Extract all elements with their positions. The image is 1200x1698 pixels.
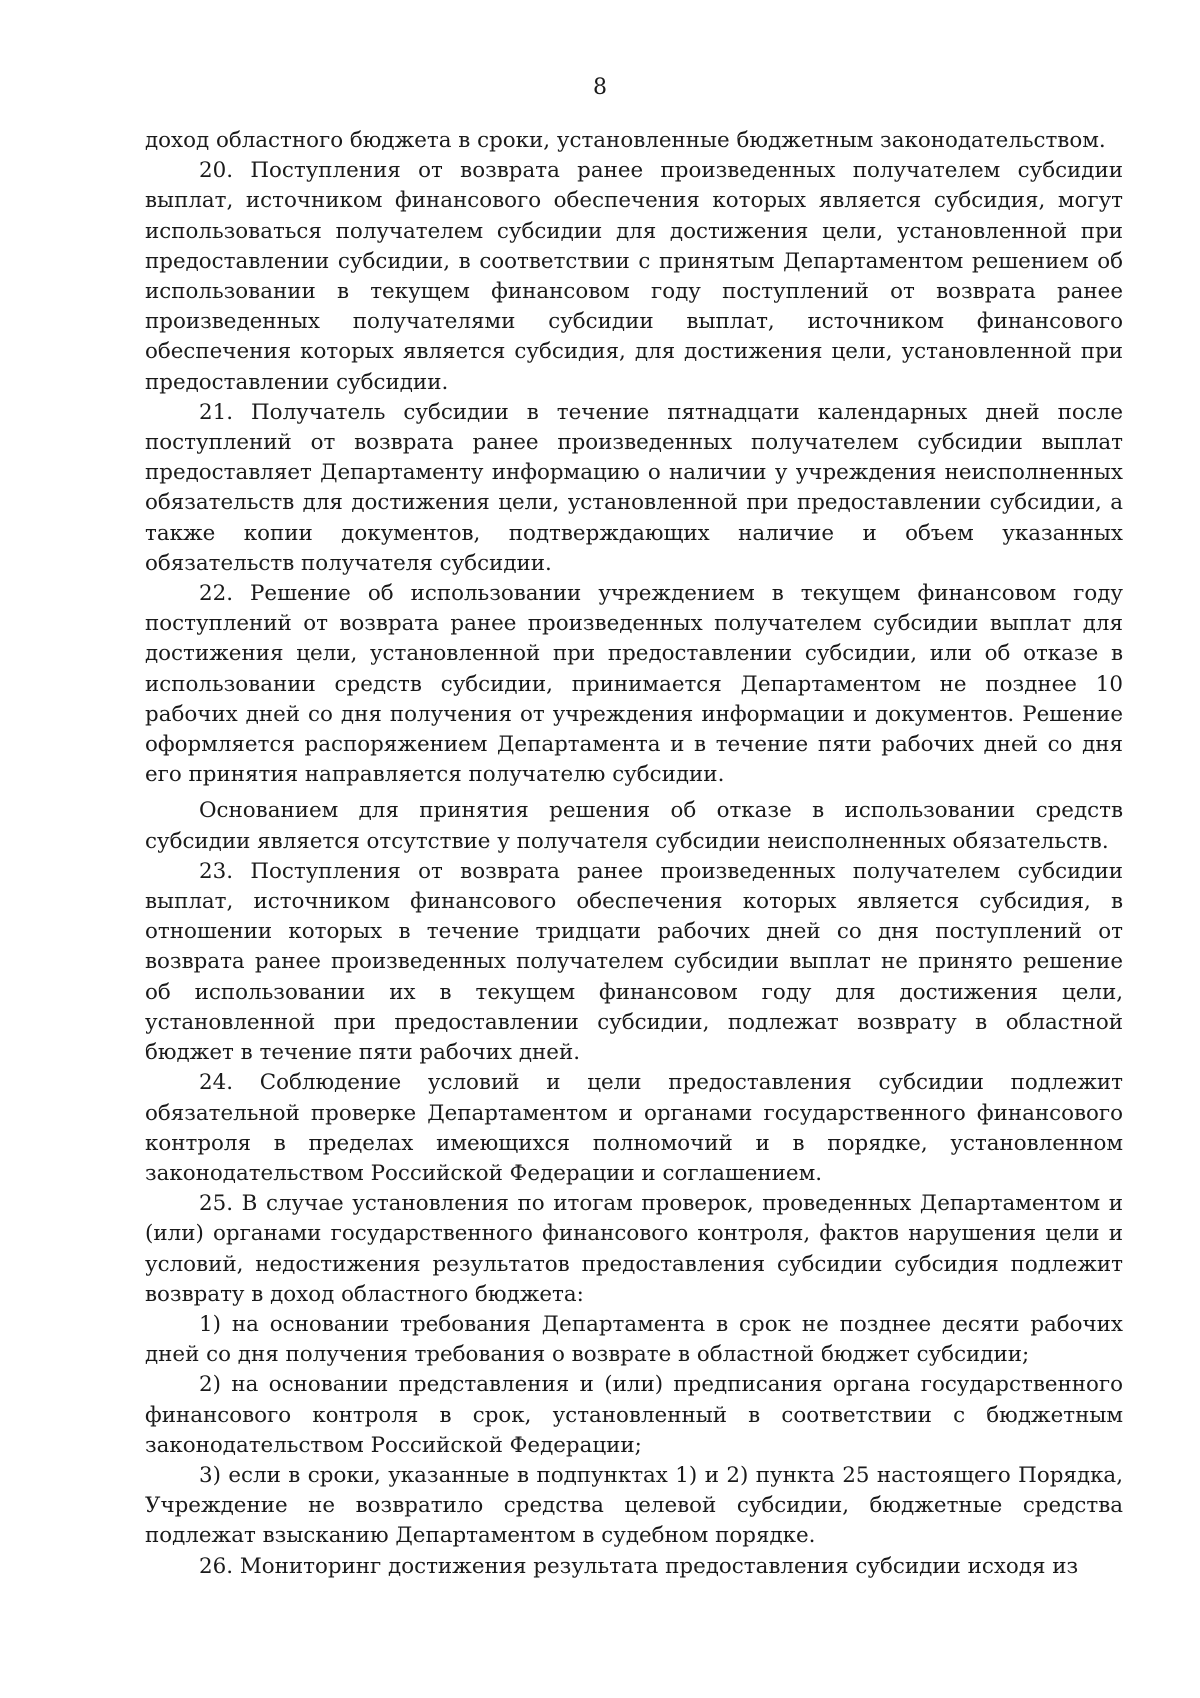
paragraph-22-grounds: Основанием для принятия решения об отказе в использовании средств субсидии является отсутствие у получателя субсидии неисполненных обязательств.: [145, 798, 1123, 854]
paragraph-continuation: доход областного бюджета в сроки, установленные бюджетным законодательством.: [145, 128, 1106, 153]
paragraph-25-item-3: 3) если в сроки, указанные в подпунктах 1) и 2) пункта 25 настоящего Порядка, Учреждение не возвратило средства целевой субсидии, бюджетные средства подлежат взысканию Департаментом в судебном порядке.: [145, 1462, 1123, 1549]
page-number: 8: [593, 75, 607, 100]
paragraph-26: 26. Мониторинг достижения результата предоставления субсидии исходя из: [199, 1553, 1079, 1579]
paragraph-23: 23. Поступления от возврата ранее произведенных получателем субсидии выплат, источником финансового обеспечения которых является субсидия, в отношении которых в течение тридцати рабочих дней со дня поступлений от возврата ранее произведенных получателем субсидии выплат не принято решение об использовании их в текущем финансовом году для достижения цели, установленной при предоставлении субсидии, подлежат возврату в областной бюджет в течение пяти рабочих дней.: [145, 858, 1123, 1066]
paragraph-25: 25. В случае установления по итогам проверок, проведенных Департаментом и (или) органами государственного финансового контроля, фактов нарушения цели и условий, недостижения результатов предоставления субсидии субсидия подлежит возврату в доход областного бюджета:: [145, 1191, 1123, 1307]
paragraph-24: 24. Соблюдение условий и цели предоставления субсидии подлежит обязательной проверке Департаментом и органами государственного финансового контроля в пределах имеющихся полномочий и в порядке, установленном законодательством Российской Федерации и соглашением.: [145, 1070, 1123, 1186]
paragraph-20: 20. Поступления от возврата ранее произведенных получателем субсидии выплат, источником финансового обеспечения которых является субсидия, могут использоваться получателем субсидии для достижения цели, установленной при предоставлении субсидии, в соответствии с принятым Департаментом решением об использовании в текущем финансовом году поступлений от возврата ранее произведенных получателями субсидии выплат, источником финансового обеспечения которых является субсидия, для достижения цели, установленной при предоставлении субсидии.: [145, 158, 1123, 395]
paragraph-21: 21. Получатель субсидии в течение пятнадцати календарных дней после поступлений от возврата ранее произведенных получателем субсидии выплат предоставляет Департаменту информацию о наличии у учреждения неисполненных обязательств для достижения цели, установленной при предоставлении субсидии, а также копии документов, подтверждающих наличие и объем указанных обязательств получателя субсидии.: [145, 399, 1123, 576]
paragraph-25-item-1: 1) на основании требования Департамента в срок не позднее десяти рабочих дней со дня получения требования о возврате в областной бюджет субсидии;: [145, 1311, 1123, 1368]
document-body: [145, 126, 1123, 1582]
paragraph-22: 22. Решение об использовании учреждением в текущем финансовом году поступлений от возврата ранее произведенных получателем субсидии выплат для достижения цели, установленной при предоставлении субсидии, или об отказе в использовании средств субсидии, принимается Департаментом не позднее 10 рабочих дней со дня получения от учреждения информации и документов. Решение оформляется распоряжением Департамента и в течение пяти рабочих дней со дня его принятия направляется получателю субсидии.: [145, 581, 1123, 788]
paragraph-25-item-2: 2) на основании представления и (или) предписания органа государственного финансового контроля в срок, установленный в соответствии с бюджетным законодательством Российской Федерации;: [145, 1372, 1123, 1458]
